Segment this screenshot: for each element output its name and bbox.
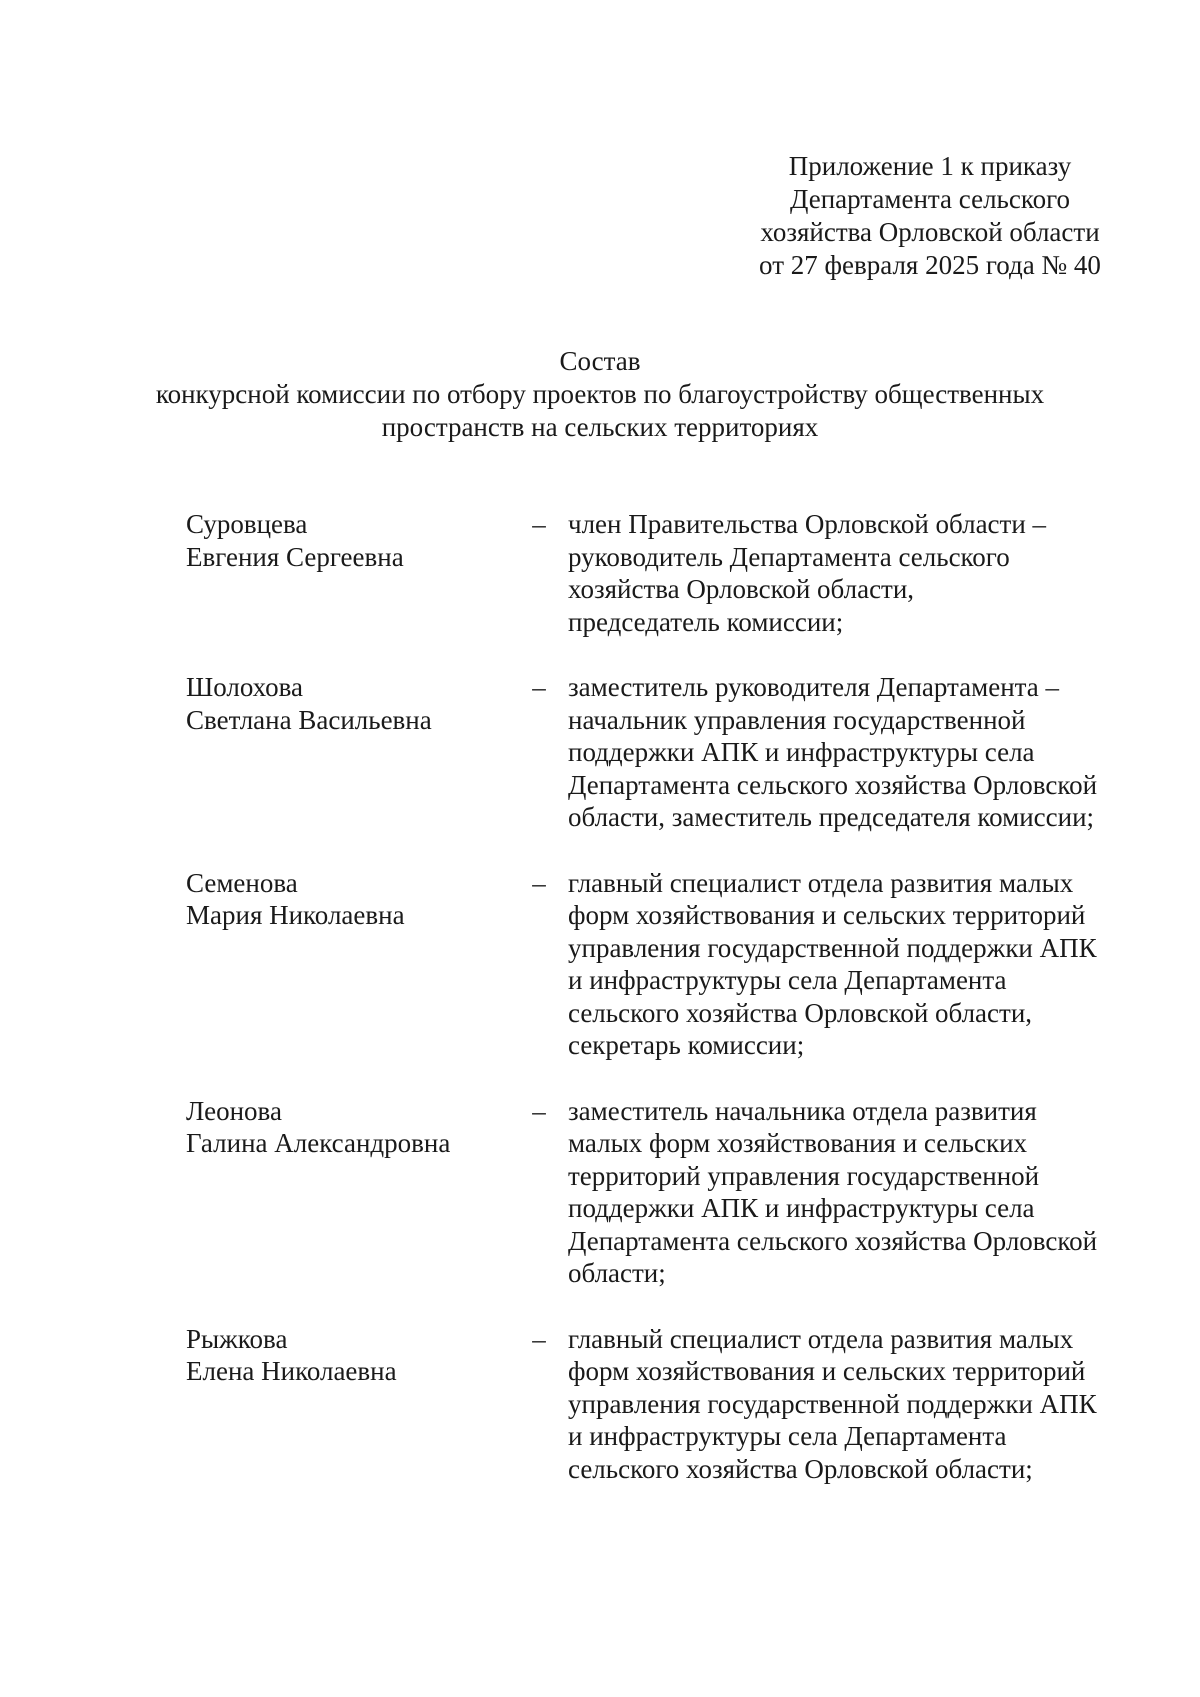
member-role-line: секретарь комиссии; bbox=[568, 1030, 805, 1060]
member-role-line: форм хозяйствования и сельских территорий bbox=[568, 1356, 1086, 1386]
member-surname: Рыжкова bbox=[186, 1323, 288, 1354]
member-role bbox=[568, 1323, 1148, 1486]
member-role-line: области; bbox=[568, 1258, 666, 1288]
member-role bbox=[568, 1095, 1148, 1290]
member-name bbox=[186, 671, 506, 736]
member-dash: – bbox=[532, 672, 546, 702]
member-role-line: и инфраструктуры села Департамента bbox=[568, 1421, 1007, 1451]
member-role-line: председатель комиссии; bbox=[568, 606, 844, 637]
member-entry bbox=[0, 671, 1200, 834]
member-role-line: хозяйства Орловской области, bbox=[568, 574, 915, 604]
member-entry bbox=[0, 1095, 1200, 1290]
member-role-line: сельского хозяйства Орловской области, bbox=[568, 997, 1033, 1028]
member-name bbox=[186, 1323, 506, 1388]
member-dash: – bbox=[532, 867, 546, 898]
member-given-names: Мария Николаевна bbox=[186, 900, 405, 930]
member-role-line: главный специалист отдела развития малых bbox=[568, 1323, 1074, 1354]
member-given-names: Галина Александровна bbox=[186, 1128, 451, 1158]
document-subtitle-line: конкурсной комиссии по отбору проектов по благоустройству общественных bbox=[155, 379, 1045, 409]
member-role bbox=[568, 508, 1148, 638]
member-role-line: области, заместитель председателя комиссии; bbox=[568, 802, 1095, 832]
member-role-line: сельского хозяйства Орловской области; bbox=[568, 1453, 1033, 1484]
member-given-names: Евгения Сергеевна bbox=[186, 541, 404, 572]
member-surname: Леонова bbox=[186, 1095, 282, 1126]
appendix-line: от 27 февраля 2025 года № 40 bbox=[759, 250, 1101, 280]
member-entry bbox=[0, 1323, 1200, 1486]
document-heading bbox=[0, 345, 1200, 444]
member-given-names: Елена Николаевна bbox=[186, 1356, 397, 1386]
member-dash: – bbox=[532, 1323, 546, 1354]
member-surname: Суровцева bbox=[186, 509, 308, 539]
member-dash: – bbox=[532, 1095, 546, 1126]
member-role-line: малых форм хозяйствования и сельских bbox=[568, 1128, 1028, 1158]
members-list bbox=[0, 508, 1200, 1518]
appendix-line: Приложение 1 к приказу bbox=[788, 151, 1072, 181]
member-role-line: Департамента сельского хозяйства Орловской bbox=[568, 1225, 1098, 1256]
member-name bbox=[186, 1095, 506, 1160]
member-role-line: главный специалист отдела развития малых bbox=[568, 867, 1074, 898]
member-role-line: начальник управления государственной bbox=[568, 704, 1026, 735]
member-name bbox=[186, 867, 506, 932]
member-role-line: член Правительства Орловской области – bbox=[568, 509, 1047, 539]
document-title: Состав bbox=[559, 346, 641, 376]
member-role bbox=[568, 867, 1148, 1062]
member-role-line: форм хозяйствования и сельских территорий bbox=[568, 900, 1086, 930]
member-surname: Шолохова bbox=[186, 672, 304, 702]
member-entry bbox=[0, 867, 1200, 1062]
member-given-names: Светлана Васильевна bbox=[186, 704, 432, 735]
member-role-line: управления государственной поддержки АПК bbox=[568, 932, 1097, 963]
member-role-line: территорий управления государственной bbox=[568, 1160, 1040, 1191]
member-role-line: заместитель начальника отдела развития bbox=[568, 1095, 1037, 1126]
member-dash: – bbox=[532, 509, 546, 539]
appendix-note bbox=[730, 150, 1130, 282]
member-surname: Семенова bbox=[186, 867, 298, 898]
appendix-line: хозяйства Орловской области bbox=[760, 217, 1100, 247]
member-role-line: и инфраструктуры села Департамента bbox=[568, 965, 1007, 995]
member-role-line: руководитель Департамента сельского bbox=[568, 541, 1010, 572]
appendix-line: Департамента сельского bbox=[789, 184, 1071, 214]
member-role-line: поддержки АПК и инфраструктуры села bbox=[568, 737, 1035, 767]
document-subtitle-line: пространств на сельских территориях bbox=[381, 412, 819, 442]
member-role-line: управления государственной поддержки АПК bbox=[568, 1388, 1097, 1419]
member-role-line: заместитель руководителя Департамента – bbox=[568, 672, 1060, 702]
member-role-line: поддержки АПК и инфраструктуры села bbox=[568, 1193, 1035, 1223]
member-name bbox=[186, 508, 506, 573]
member-role bbox=[568, 671, 1148, 834]
member-entry bbox=[0, 508, 1200, 638]
member-role-line: Департамента сельского хозяйства Орловской bbox=[568, 769, 1098, 800]
